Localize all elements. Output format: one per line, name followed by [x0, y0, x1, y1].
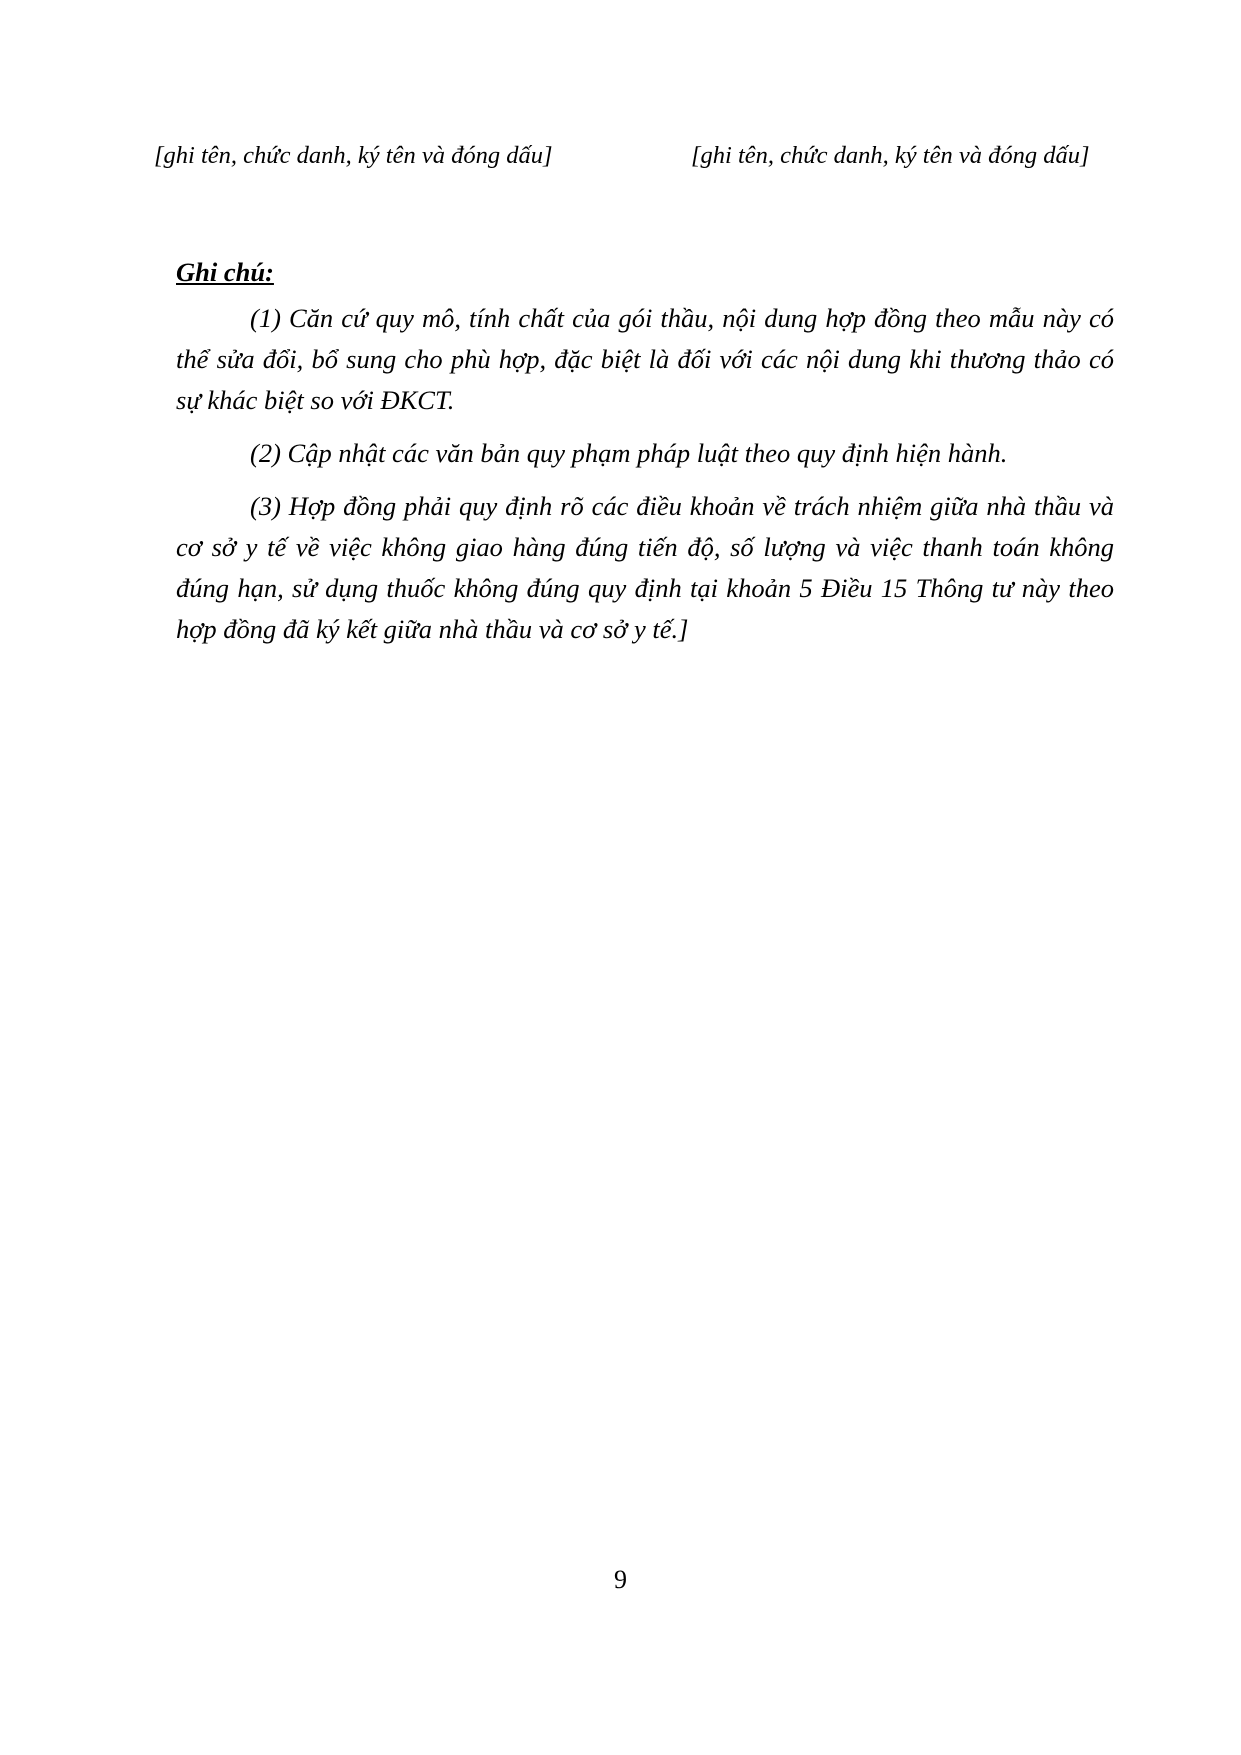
signature-row	[0, 138, 1241, 178]
note-item-2: (2) Cập nhật các văn bản quy phạm pháp luật theo quy định hiện hành.	[250, 438, 1008, 468]
notes-title: Ghi chú:	[176, 257, 274, 287]
signature-placeholder-left: [ghi tên, chức danh, ký tên và đóng dấu]	[154, 142, 553, 169]
note-item-3: (3) Hợp đồng phải quy định rõ các điều khoản về trách nhiệm giữa nhà thầu và cơ sở y tế về việc không giao hàng đúng tiến độ, số lượng và việc thanh toán không đúng hạn, sử dụng thuốc không đúng quy định tại khoản 5 Điều 15 Thông tư này theo hợp đồng đã ký kết giữa nhà thầu và cơ sở y tế.]	[176, 491, 1114, 644]
note-item-1: (1) Căn cứ quy mô, tính chất của gói thầu, nội dung hợp đồng theo mẫu này có thể sửa đổi, bổ sung cho phù hợp, đặc biệt là đối với các nội dung khi thương thảo có sự khác biệt so với ĐKCT.	[176, 303, 1114, 415]
notes-section	[176, 252, 1114, 650]
page-number: 9	[614, 1565, 627, 1594]
signature-placeholder-right: [ghi tên, chức danh, ký tên và đóng dấu]	[691, 142, 1090, 169]
